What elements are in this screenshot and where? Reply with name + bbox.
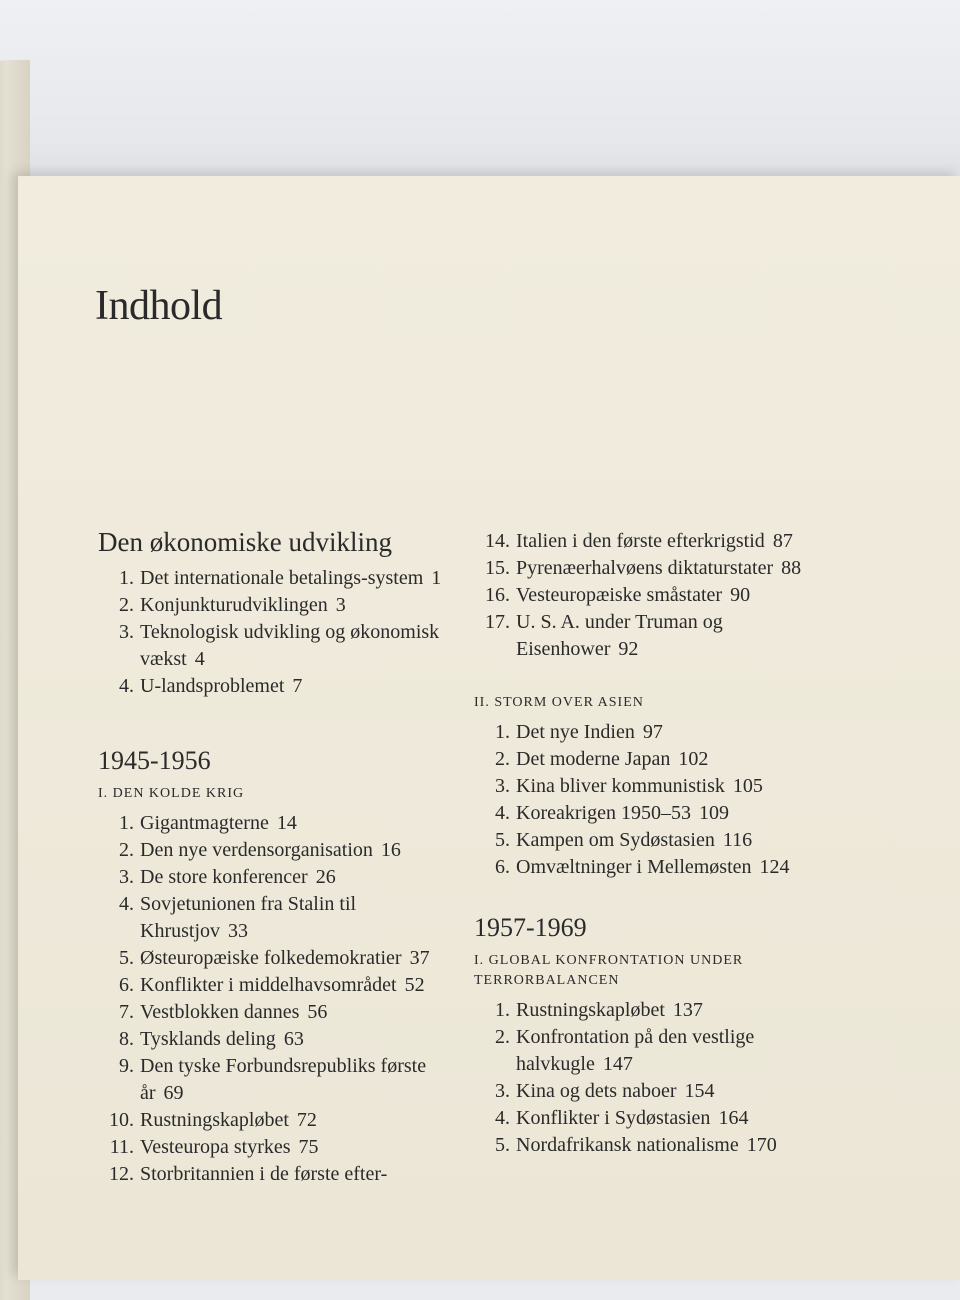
entry-page: 7 bbox=[292, 675, 303, 697]
entry-number: 5. bbox=[495, 829, 510, 851]
entry-page: 164 bbox=[718, 1107, 749, 1129]
entry-title: Kina og dets naboer 154 bbox=[516, 1080, 715, 1102]
entry-page: 154 bbox=[684, 1080, 715, 1102]
entry-page: 14 bbox=[276, 812, 297, 834]
entry-title: Sovjetunionen fra Stalin til Khrustjov 33 bbox=[140, 893, 357, 942]
entry-page: 87 bbox=[772, 530, 793, 552]
entry-title: Konfrontation på den vestlige halvkugle 147 bbox=[516, 1026, 755, 1075]
entry-number: 9. bbox=[119, 1055, 134, 1077]
toc-entry bbox=[474, 854, 834, 881]
entry-page: 109 bbox=[698, 802, 729, 824]
entry-number: 4. bbox=[119, 675, 134, 697]
entry-number: 6. bbox=[495, 856, 510, 878]
entry-number: 12. bbox=[109, 1163, 134, 1185]
toc-entry bbox=[98, 1026, 458, 1053]
entry-title: Østeuropæiske folkedemokratier 37 bbox=[140, 947, 430, 969]
entry-page: 90 bbox=[730, 584, 751, 606]
entry-number: 1. bbox=[119, 567, 134, 589]
toc-entry bbox=[474, 1132, 834, 1159]
part-heading: I. DEN KOLDE KRIG bbox=[98, 786, 245, 801]
toc-entry bbox=[474, 719, 834, 746]
entry-number: 15. bbox=[485, 557, 510, 579]
toc-entry bbox=[98, 999, 458, 1026]
entry-page: 63 bbox=[283, 1028, 304, 1050]
page-title: Indhold bbox=[95, 283, 223, 329]
entry-number: 1. bbox=[119, 812, 134, 834]
toc-entry bbox=[474, 827, 834, 854]
entry-title: Rustningskapløbet 72 bbox=[140, 1109, 317, 1131]
entry-page: 52 bbox=[404, 974, 425, 996]
entry-number: 5. bbox=[119, 947, 134, 969]
entry-title: Nordafrikansk nationalisme 170 bbox=[516, 1134, 777, 1156]
entry-page: 56 bbox=[307, 1001, 328, 1023]
entry-title: Konjunkturudviklingen 3 bbox=[140, 594, 346, 616]
left-column bbox=[98, 525, 458, 1188]
entry-title: Omvæltninger i Mellemøsten 124 bbox=[516, 856, 790, 878]
toc-entry bbox=[98, 864, 458, 891]
entry-number: 3. bbox=[119, 621, 134, 643]
toc-entry bbox=[474, 528, 834, 555]
entry-page: 3 bbox=[335, 594, 346, 616]
entry-title: Det nye Indien 97 bbox=[516, 721, 663, 743]
entry-title: Gigantmagterne 14 bbox=[140, 812, 297, 834]
entry-title: Rustningskapløbet 137 bbox=[516, 999, 703, 1021]
toc-entry bbox=[474, 997, 834, 1024]
entry-page: 88 bbox=[781, 557, 802, 579]
toc-entry bbox=[474, 773, 834, 800]
entry-number: 4. bbox=[495, 802, 510, 824]
entry-number: 11. bbox=[109, 1136, 134, 1158]
entry-title: Konflikter i Sydøstasien 164 bbox=[516, 1107, 749, 1129]
entry-page: 147 bbox=[602, 1053, 633, 1075]
toc-entry bbox=[98, 810, 458, 837]
entry-number: 6. bbox=[119, 974, 134, 996]
entry-title: Kina bliver kommunistisk 105 bbox=[516, 775, 763, 797]
entry-number: 8. bbox=[119, 1028, 134, 1050]
entry-page: 69 bbox=[163, 1082, 184, 1104]
toc-entry bbox=[98, 1107, 458, 1134]
toc-entry bbox=[98, 972, 458, 999]
entry-number: 1. bbox=[495, 999, 510, 1021]
entry-title: Tysklands deling 63 bbox=[140, 1028, 304, 1050]
entry-page: 37 bbox=[409, 947, 430, 969]
entry-page: 16 bbox=[380, 839, 401, 861]
entry-title: U. S. A. under Truman og Eisenhower 92 bbox=[516, 611, 723, 660]
entry-page: 97 bbox=[642, 721, 663, 743]
toc-entry bbox=[98, 945, 458, 972]
entry-page: 92 bbox=[618, 638, 639, 660]
toc-entry bbox=[474, 800, 834, 827]
entry-number: 7. bbox=[119, 1001, 134, 1023]
entry-title: Vesteuropa styrkes 75 bbox=[140, 1136, 319, 1158]
section-heading: Den økonomiske udvikling bbox=[98, 527, 392, 557]
background-wall bbox=[0, 0, 960, 200]
toc-entry bbox=[474, 746, 834, 773]
period-heading: 1957-1969 bbox=[474, 913, 587, 942]
entry-page: 26 bbox=[315, 866, 336, 888]
toc-entry bbox=[474, 1105, 834, 1132]
entry-title: Storbritannien i de første efter- bbox=[140, 1163, 388, 1185]
toc-entry bbox=[98, 1134, 458, 1161]
toc-entry bbox=[474, 1024, 834, 1078]
toc-entry bbox=[98, 1161, 458, 1188]
part-heading: I. GLOBAL KONFRONTATION UNDER TERRORBALANCEN bbox=[474, 953, 744, 988]
entry-number: 3. bbox=[119, 866, 134, 888]
entry-page: 124 bbox=[759, 856, 790, 878]
entry-title: Vestblokken dannes 56 bbox=[140, 1001, 328, 1023]
entry-title: Det internationale betalings-system 1 bbox=[140, 567, 442, 589]
part-entries bbox=[98, 810, 458, 1188]
part-entries bbox=[474, 997, 834, 1159]
part-heading: II. STORM OVER ASIEN bbox=[474, 695, 644, 710]
entry-title: Den nye verdensorganisation 16 bbox=[140, 839, 401, 861]
toc-entry bbox=[98, 619, 458, 673]
entry-page: 116 bbox=[722, 829, 753, 851]
entry-page: 105 bbox=[732, 775, 763, 797]
entry-number: 4. bbox=[495, 1107, 510, 1129]
entry-page: 4 bbox=[194, 648, 205, 670]
toc-entry bbox=[474, 582, 834, 609]
continued-entries bbox=[474, 528, 834, 663]
entry-title: Vesteuropæiske småstater 90 bbox=[516, 584, 751, 606]
right-column bbox=[474, 528, 834, 1159]
entry-page: 72 bbox=[296, 1109, 317, 1131]
entry-title: Konflikter i middelhavsområdet 52 bbox=[140, 974, 425, 996]
entry-number: 5. bbox=[495, 1134, 510, 1156]
section-entries bbox=[98, 565, 458, 700]
entry-title: De store konferencer 26 bbox=[140, 866, 336, 888]
entry-number: 2. bbox=[495, 1026, 510, 1048]
entry-page: 33 bbox=[228, 920, 248, 942]
toc-entry bbox=[474, 1078, 834, 1105]
toc-entry bbox=[98, 891, 458, 945]
entry-page: 137 bbox=[672, 999, 703, 1021]
entry-page: 1 bbox=[431, 567, 442, 589]
entry-page: 102 bbox=[678, 748, 709, 770]
toc-entry bbox=[474, 609, 834, 663]
entry-number: 14. bbox=[485, 530, 510, 552]
entry-number: 3. bbox=[495, 1080, 510, 1102]
entry-number: 3. bbox=[495, 775, 510, 797]
entry-title: Koreakrigen 1950–53 109 bbox=[516, 802, 729, 824]
entry-number: 4. bbox=[119, 893, 134, 915]
entry-title: Teknologisk udvikling og økonomisk vækst 4 bbox=[140, 621, 440, 670]
entry-number: 2. bbox=[119, 594, 134, 616]
toc-entry bbox=[98, 592, 458, 619]
entry-title: U-landsproblemet 7 bbox=[140, 675, 303, 697]
part-entries bbox=[474, 719, 834, 881]
entry-number: 16. bbox=[485, 584, 510, 606]
period-heading: 1945-1956 bbox=[98, 746, 211, 775]
toc-entry bbox=[98, 837, 458, 864]
entry-number: 2. bbox=[495, 748, 510, 770]
entry-number: 10. bbox=[109, 1109, 134, 1131]
toc-entry bbox=[98, 565, 458, 592]
entry-title: Italien i den første efterkrigstid 87 bbox=[516, 530, 793, 552]
entry-title: Den tyske Forbundsrepubliks første år 69 bbox=[140, 1055, 427, 1104]
entry-page: 75 bbox=[298, 1136, 319, 1158]
entry-title: Kampen om Sydøstasien 116 bbox=[516, 829, 753, 851]
toc-entry bbox=[98, 1053, 458, 1107]
entry-title: Det moderne Japan 102 bbox=[516, 748, 709, 770]
entry-title: Pyrenæerhalvøens diktaturstater 88 bbox=[516, 557, 802, 579]
entry-number: 2. bbox=[119, 839, 134, 861]
entry-number: 17. bbox=[485, 611, 510, 633]
entry-number: 1. bbox=[495, 721, 510, 743]
toc-entry bbox=[98, 673, 458, 700]
toc-entry bbox=[474, 555, 834, 582]
entry-page: 170 bbox=[746, 1134, 777, 1156]
